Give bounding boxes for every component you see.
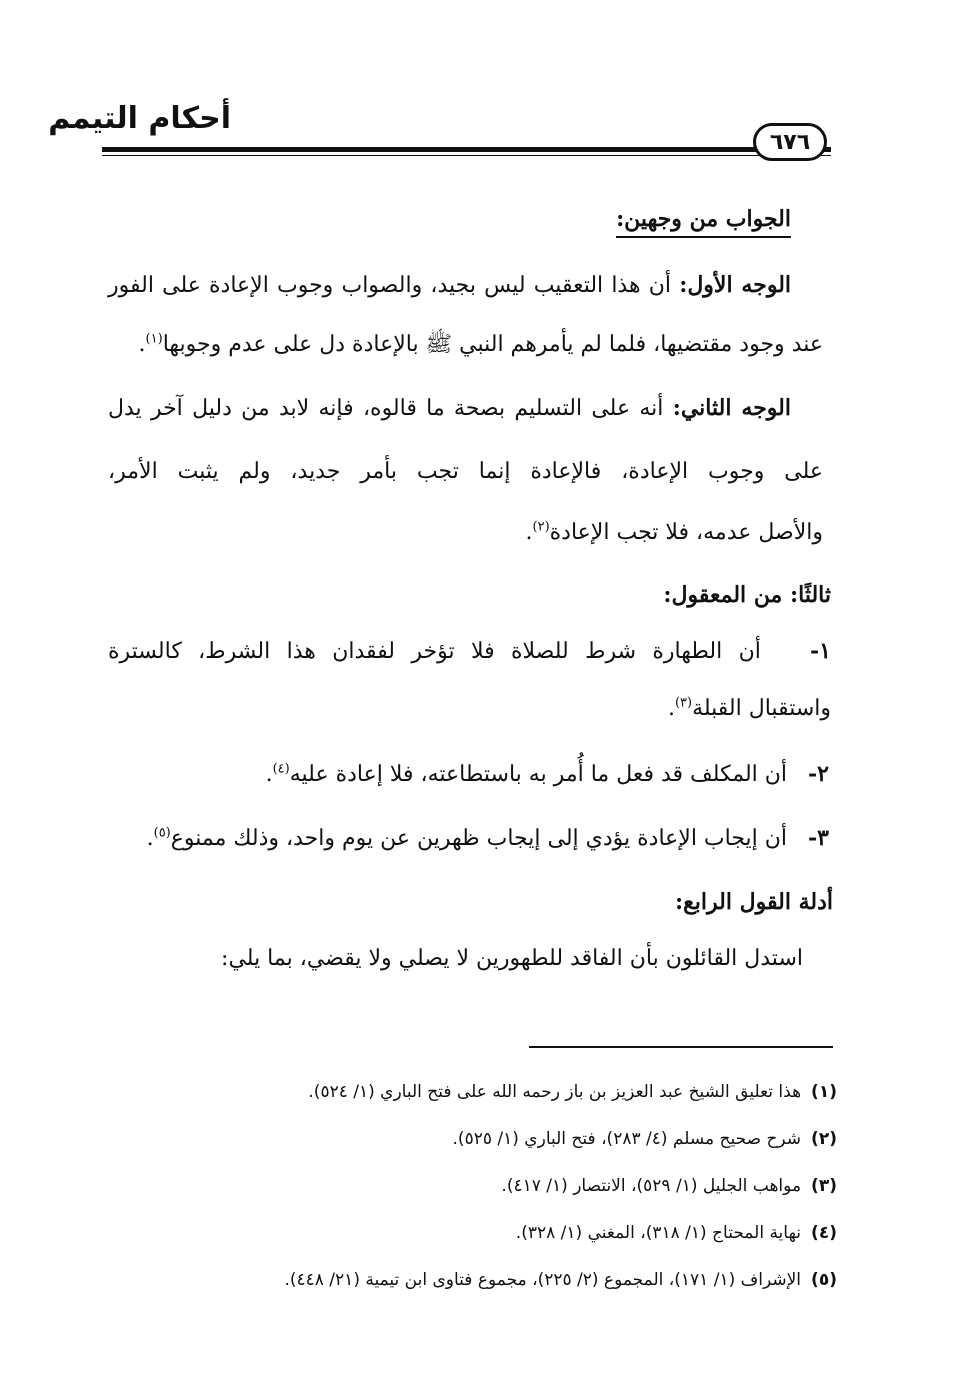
footnote-5: (٥)الإشراف (١/ ١٧١)، المجموع (٢/ ٢٢٥)، مجموع فتاوى ابن تيمية (٢١/ ٤٤٨). <box>284 1270 837 1290</box>
footnote-ref-2: (٢) <box>532 519 550 535</box>
paragraph-first-line-1: الوجه الأول: أن هذا التعقيب ليس بجيد، والصواب وجوب الإعادة على الفور <box>108 272 792 298</box>
list-item-1-line-2: واستقبال القبلة$^{(٣)}$. <box>667 695 831 721</box>
list-item-1-number: ١- <box>810 638 831 664</box>
footnote-ref-5: (٥) <box>153 825 171 841</box>
footnote-4: (٤)نهاية المحتاج (١/ ٣١٨)، المغني (١/ ٣٢٨). <box>515 1223 837 1243</box>
paragraph-second-line-1: الوجه الثاني: أنه على التسليم بصحة ما قالوه، فإنه لابد من دليل آخر يدل <box>108 395 791 421</box>
footnote-separator <box>529 1046 833 1048</box>
second-aspect-label: الوجه الثاني: <box>672 395 791 421</box>
footnote-1: (١)هذا تعليق الشيخ عبد العزيز بن باز رحمه الله على فتح الباري (١/ ٥٢٤). <box>308 1082 837 1102</box>
first-aspect-label: الوجه الأول: <box>679 272 792 298</box>
heading-answer: الجواب من وجهين: <box>616 208 791 230</box>
list-item-2: ٢- أن المكلف قد فعل ما أُمر به باستطاعته، فلا إعادة عليه$^{(٤)}$. <box>265 761 829 787</box>
list-item-3: ٣- أن إيجاب الإعادة يؤدي إلى إيجاب ظهرين عن يوم واحد، وذلك ممنوع$^{(٥)}$. <box>146 825 829 851</box>
list-item-2-number: ٢- <box>808 761 829 787</box>
footnote-ref-3: (٣) <box>674 695 693 711</box>
paragraph-second-line-3: والأصل عدمه، فلا تجب الإعادة$^{(٢)}$. <box>525 519 823 545</box>
running-title: أحكام التيمم <box>48 101 231 136</box>
footnote-3: (٣)مواهب الجليل (١/ ٥٢٩)، الانتصار (١/ ٤١٧). <box>501 1176 837 1196</box>
paragraph-second-line-2: على وجوب الإعادة، فالإعادة إنما تجب بأمر جديد، ولم يثبت الأمر، <box>108 459 823 484</box>
heading-fourth: أدلة القول الرابع: <box>674 889 833 915</box>
header-rule-thick <box>102 147 831 152</box>
list-item-3-number: ٣- <box>808 825 829 851</box>
footnote-ref-1: (١) <box>145 331 163 347</box>
footnote-2: (٢)شرح صحيح مسلم (٤/ ٢٨٣)، فتح الباري (١/ ٥٢٥). <box>452 1129 837 1149</box>
footnote-ref-4: (٤) <box>272 761 290 777</box>
heading-third: ثالثًا: من المعقول: <box>663 582 831 608</box>
paragraph-first-line-2: عند وجود مقتضيها، فلما لم يأمرهم النبي ﷺ بالإعادة دل على عدم وجوبها$^{(١)}$. <box>138 331 823 357</box>
page-number: ٦٧٦ <box>753 123 827 161</box>
list-item-1-line-1: ١- أن الطهارة شرط للصلاة فلا تؤخر لفقدان هذا الشرط، كالسترة <box>108 638 831 664</box>
header-rule-thin <box>102 155 831 156</box>
paragraph-fourth: استدل القائلون بأن الفاقد للطهورين لا يصلي ولا يقضي، بما يلي: <box>221 946 803 971</box>
